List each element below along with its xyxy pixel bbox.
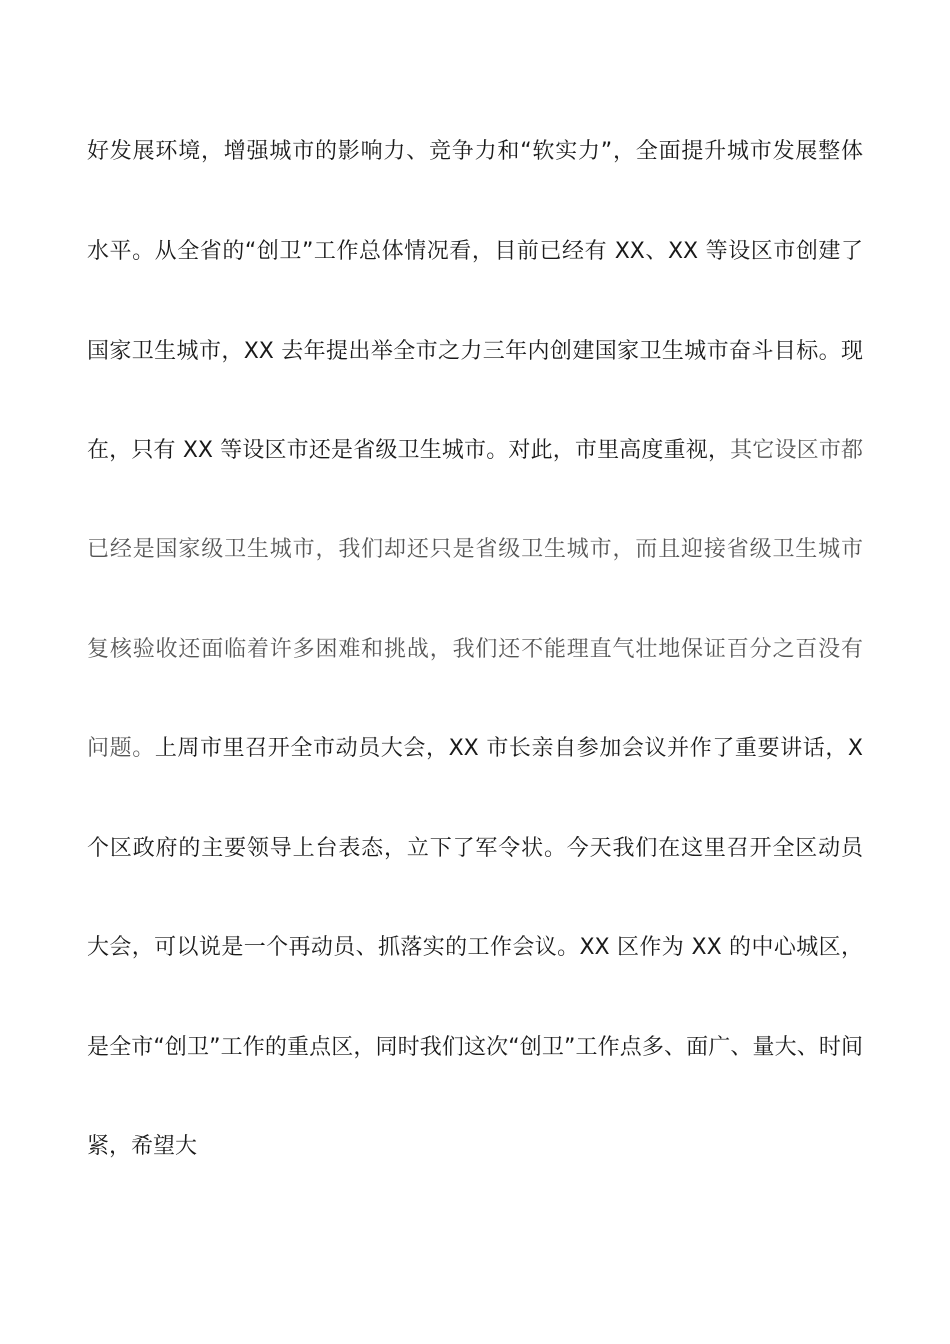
paragraph-line <box>87 729 863 769</box>
paragraph-line: 水平。从全省的“创卫”工作总体情况看，目前已经有 XX、XX 等设区市创建了 <box>87 239 863 264</box>
line-segment: 其它设区市都 <box>730 438 863 463</box>
line-segment: 在，只有 XX 等设区市还是省级卫生城市。对此，市里高度重视， <box>87 438 731 463</box>
paragraph-line: 复核验收还面临着许多困难和挑战，我们还不能理直气壮地保证百分之百没有 <box>87 637 863 662</box>
paragraph-line: 国家卫生城市，XX 去年提出举全市之力三年内创建国家卫生城市奋斗目标。现 <box>87 339 863 364</box>
paragraph-line: 好发展环境，增强城市的影响力、竞争力和“软实力”，全面提升城市发展整体 <box>87 139 863 164</box>
line-segment: 问题。 <box>87 736 155 761</box>
paragraph-line: 大会，可以说是一个再动员、抓落实的工作会议。XX 区作为 XX 的中心城区， <box>87 935 863 960</box>
line-segment: 上周市里召开全市动员大会，XX 市长亲自参加会议并作了重要讲话，X <box>154 736 863 761</box>
paragraph-line: 已经是国家级卫生城市，我们却还只是省级卫生城市，而且迎接省级卫生城市 <box>87 537 863 562</box>
paragraph-line: 紧，希望大 <box>87 1134 198 1159</box>
paragraph-line: 个区政府的主要领导上台表态，立下了军令状。今天我们在这里召开全区动员 <box>87 836 863 861</box>
paragraph-line: 是全市“创卫”工作的重点区，同时我们这次“创卫”工作点多、面广、量大、时间 <box>87 1035 863 1060</box>
paragraph-line <box>87 431 863 471</box>
